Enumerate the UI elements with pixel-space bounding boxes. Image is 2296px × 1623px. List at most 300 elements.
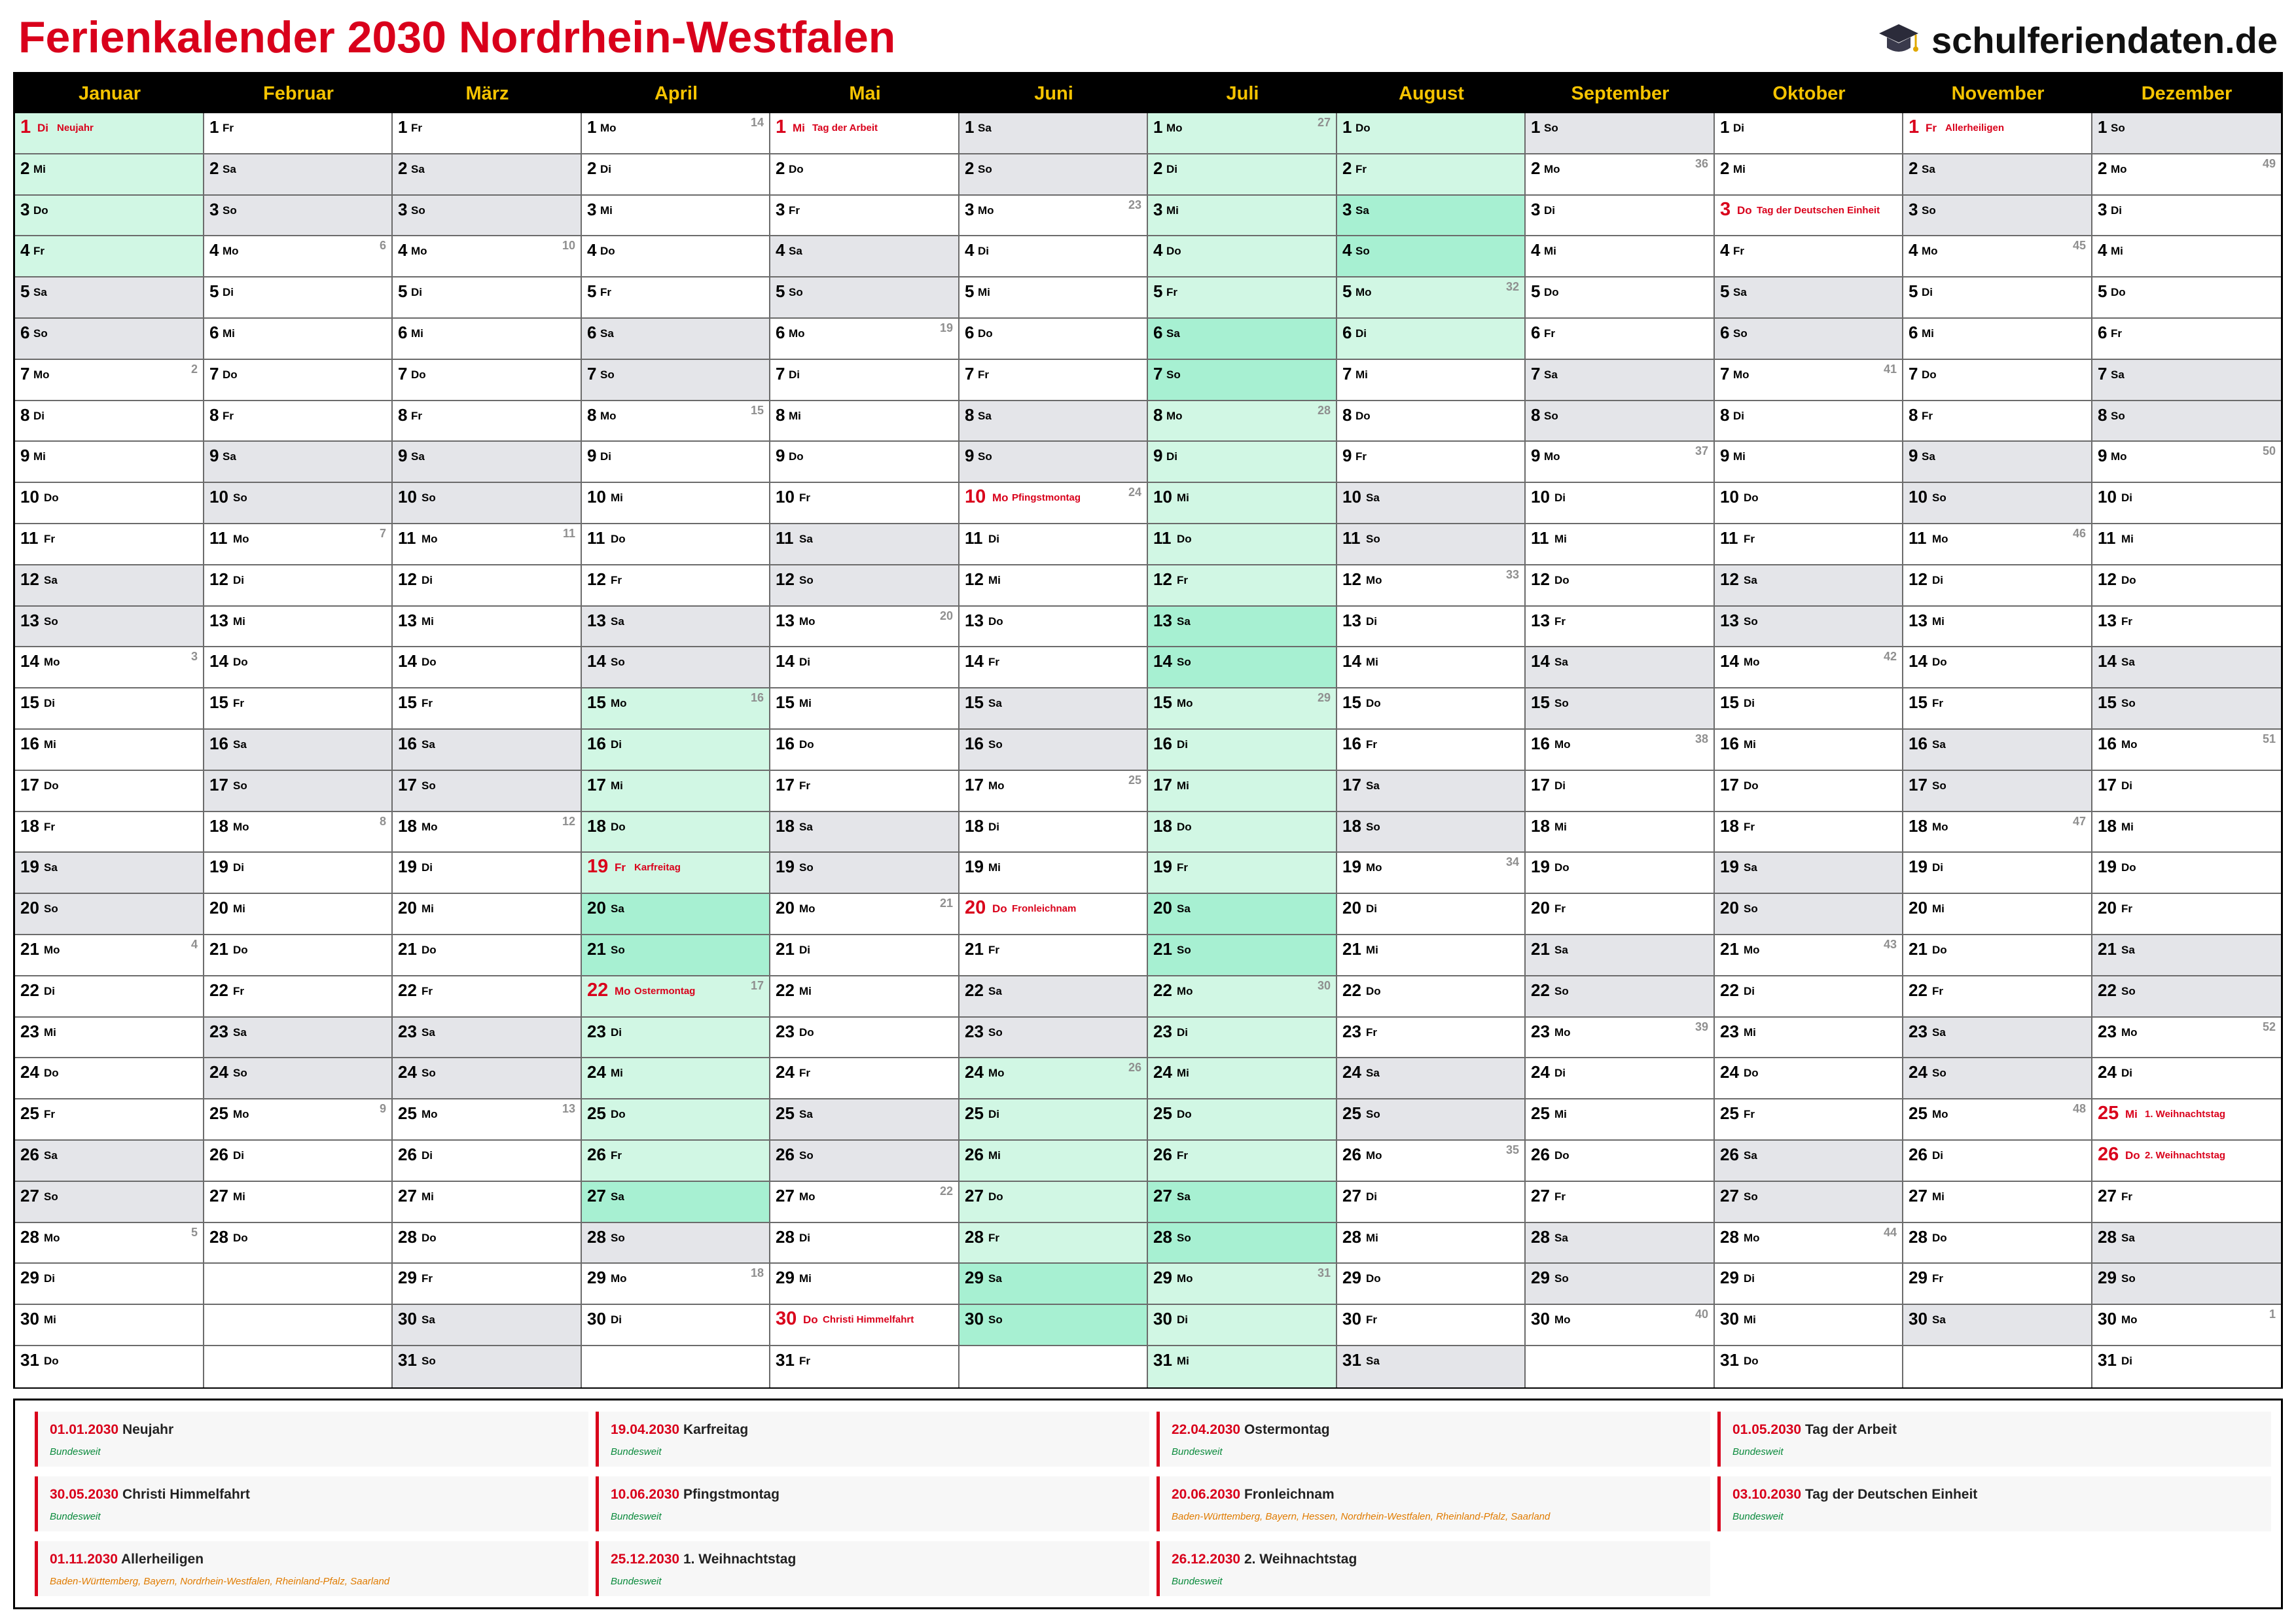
day-cell — [1526, 812, 1715, 853]
weekday-label: Mi — [44, 1313, 56, 1326]
weekday-label: Di — [37, 122, 48, 134]
day-cell — [960, 894, 1148, 935]
weekday-label: Do — [611, 821, 626, 833]
weekday-label: Sa — [1355, 204, 1369, 217]
weekday-label: So — [233, 1067, 247, 1079]
day-number: 25 — [1342, 1103, 1361, 1123]
weekday-label: Fr — [988, 1232, 999, 1244]
weekday-label: Sa — [44, 1149, 58, 1162]
day-number: 18 — [1720, 816, 1739, 836]
day-cell — [2092, 894, 2281, 935]
weekday-label: Di — [2121, 1355, 2132, 1367]
weekday-label: Do — [1366, 697, 1381, 709]
weekday-label: Mi — [223, 327, 235, 340]
weekday-label: So — [1922, 204, 1936, 217]
day-number: 1 — [1153, 117, 1163, 137]
day-number: 22 — [1153, 980, 1172, 1000]
holiday-entry-title — [1732, 1422, 1897, 1438]
day-cell — [1148, 812, 1337, 853]
weekday-label: Di — [233, 861, 244, 874]
day-number: 15 — [776, 692, 795, 712]
weekday-label: Mi — [978, 286, 990, 298]
day-cell — [393, 1223, 582, 1264]
day-number: 14 — [209, 651, 228, 671]
day-number: 28 — [1720, 1227, 1739, 1247]
day-number: 24 — [209, 1062, 228, 1082]
weekday-label: So — [1355, 245, 1370, 257]
day-number: 17 — [587, 775, 606, 794]
day-cell — [770, 483, 960, 524]
weekday-label: Sa — [1932, 1026, 1946, 1039]
weekday-label: So — [611, 944, 625, 956]
day-cell — [1148, 730, 1337, 771]
day-cell — [582, 524, 770, 565]
day-cell — [1337, 524, 1526, 565]
holiday-label: Neujahr — [57, 122, 94, 134]
day-cell — [1337, 154, 1526, 196]
day-cell — [393, 1305, 582, 1346]
weekday-label: Fr — [1932, 697, 1943, 709]
week-number: 21 — [939, 897, 953, 910]
weekday-label: Do — [992, 902, 1007, 915]
weekday-label: Mo — [1355, 286, 1372, 298]
day-number: 13 — [2098, 611, 2117, 630]
weekday-label: Fr — [1554, 1190, 1566, 1203]
day-cell — [1148, 360, 1337, 401]
day-number: 10 — [776, 487, 795, 507]
day-cell — [2092, 442, 2281, 483]
holiday-name: Tag der Deutschen Einheit — [1804, 1487, 1978, 1502]
day-cell — [2092, 1223, 2281, 1264]
holiday-date: 20.06.2030 — [1172, 1487, 1241, 1502]
day-number: 2 — [1342, 158, 1352, 178]
day-number: 4 — [1720, 240, 1730, 260]
day-number: 28 — [1531, 1227, 1550, 1247]
weekday-label: Mi — [1554, 821, 1567, 833]
day-cell — [582, 196, 770, 236]
day-cell — [1526, 730, 1715, 771]
weekday-label: Fr — [611, 574, 622, 586]
weekday-label: Di — [1554, 491, 1566, 504]
day-number: 5 — [2098, 281, 2108, 301]
day-number: 17 — [398, 775, 417, 794]
weekday-label: Mi — [1355, 368, 1368, 381]
weekday-label: Di — [1177, 738, 1188, 751]
weekday-label: Mi — [600, 204, 613, 217]
day-cell — [204, 236, 393, 277]
day-number: 5 — [965, 281, 975, 301]
day-number: 9 — [20, 446, 30, 465]
weekday-label: Mo — [1544, 163, 1560, 175]
day-number: 26 — [1342, 1145, 1361, 1164]
week-number: 40 — [1695, 1308, 1708, 1321]
day-cell — [2092, 401, 2281, 442]
weekday-label: Sa — [978, 410, 992, 422]
day-number: 15 — [398, 692, 417, 712]
day-number: 1 — [209, 117, 219, 137]
day-number: 6 — [965, 323, 975, 342]
day-number: 24 — [1153, 1062, 1172, 1082]
day-cell — [204, 1223, 393, 1264]
day-number: 27 — [2098, 1186, 2117, 1205]
day-number: 22 — [1342, 980, 1361, 1000]
day-number: 18 — [965, 816, 984, 836]
day-number: 25 — [20, 1103, 39, 1123]
day-cell — [1337, 113, 1526, 154]
weekday-label: Fr — [1177, 574, 1188, 586]
weekday-label: Sa — [44, 861, 58, 874]
weekday-label: Sa — [2121, 944, 2135, 956]
weekday-label: Mo — [2111, 450, 2127, 463]
day-number: 30 — [587, 1309, 606, 1329]
month-header: Juli — [1148, 74, 1337, 113]
day-number: 10 — [398, 487, 417, 507]
day-cell — [393, 1141, 582, 1182]
day-cell — [770, 853, 960, 894]
brand-name: schulferiendaten.de — [1931, 19, 2278, 61]
weekday-label: Sa — [44, 574, 58, 586]
day-number: 19 — [1153, 857, 1172, 876]
day-cell — [1526, 154, 1715, 196]
day-cell — [393, 771, 582, 812]
day-number: 3 — [209, 200, 219, 219]
week-number: 19 — [939, 321, 953, 334]
weekday-label: So — [1366, 533, 1380, 545]
day-cell — [1526, 688, 1715, 730]
day-cell — [1526, 647, 1715, 688]
week-number: 6 — [379, 239, 386, 252]
day-cell — [1337, 647, 1526, 688]
weekday-label: So — [978, 163, 992, 175]
day-cell — [1526, 236, 1715, 277]
weekday-label: Di — [799, 944, 810, 956]
day-cell — [582, 771, 770, 812]
day-number: 5 — [1153, 281, 1163, 301]
month-header: Juni — [960, 74, 1148, 113]
day-number: 7 — [1909, 364, 1918, 383]
weekday-label: Do — [1366, 985, 1381, 997]
day-number: 17 — [776, 775, 795, 794]
weekday-label: Sa — [422, 1026, 435, 1039]
week-number: 51 — [2262, 732, 2276, 745]
weekday-label: Fr — [1744, 821, 1755, 833]
day-number: 2 — [776, 158, 785, 178]
day-number: 3 — [20, 200, 30, 219]
day-number: 16 — [776, 734, 795, 753]
weekday-label: Mo — [1544, 450, 1560, 463]
day-number: 3 — [1720, 199, 1731, 220]
day-cell — [393, 1346, 582, 1387]
day-number: 5 — [1342, 281, 1352, 301]
weekday-label: Di — [233, 574, 244, 586]
day-cell — [2092, 319, 2281, 360]
day-number: 25 — [965, 1103, 984, 1123]
day-cell — [1526, 1099, 1715, 1141]
day-cell — [960, 1223, 1148, 1264]
day-number: 19 — [1531, 857, 1550, 876]
day-cell — [204, 894, 393, 935]
weekday-label: Mo — [1932, 533, 1948, 545]
weekday-label: Fr — [233, 985, 244, 997]
week-number: 18 — [750, 1266, 764, 1279]
day-cell — [1526, 442, 1715, 483]
weekday-label: Mo — [988, 779, 1005, 792]
day-cell — [582, 277, 770, 319]
day-number: 8 — [1720, 405, 1730, 425]
weekday-label: Sa — [1744, 861, 1757, 874]
weekday-label: So — [799, 574, 814, 586]
day-number: 28 — [587, 1227, 606, 1247]
day-number: 27 — [20, 1186, 39, 1205]
day-cell — [204, 1182, 393, 1223]
holiday-list-item — [1717, 1476, 2271, 1531]
week-number: 43 — [1883, 938, 1897, 951]
weekday-label: Mi — [33, 450, 46, 463]
weekday-label: Mo — [799, 1190, 816, 1203]
day-number: 5 — [1531, 281, 1541, 301]
day-cell — [1903, 1099, 2092, 1141]
day-number: 30 — [2098, 1309, 2117, 1329]
weekday-label: So — [978, 450, 992, 463]
day-cell — [1715, 565, 1903, 607]
weekday-label: Mi — [799, 1272, 812, 1285]
day-number: 20 — [965, 897, 986, 918]
day-number: 6 — [209, 323, 219, 342]
day-number: 1 — [965, 117, 975, 137]
weekday-label: Mo — [223, 245, 239, 257]
weekday-label: Di — [411, 286, 422, 298]
day-number: 12 — [1909, 569, 1928, 589]
day-number: 22 — [1531, 980, 1550, 1000]
day-number: 21 — [1342, 939, 1361, 959]
day-number: 16 — [1909, 734, 1928, 753]
weekday-label: Mi — [411, 327, 423, 340]
day-number: 27 — [587, 1186, 606, 1205]
weekday-label: Sa — [422, 1313, 435, 1326]
day-number: 15 — [1909, 692, 1928, 712]
day-number: 29 — [1342, 1268, 1361, 1287]
weekday-label: Di — [1733, 122, 1744, 134]
weekday-label: Mo — [615, 985, 631, 997]
day-cell — [1337, 483, 1526, 524]
weekday-label: Mo — [988, 1067, 1005, 1079]
day-number: 23 — [1909, 1022, 1928, 1041]
day-number: 18 — [1342, 816, 1361, 836]
weekday-label: Mi — [2121, 821, 2134, 833]
day-number: 3 — [965, 200, 975, 219]
day-number: 3 — [1342, 200, 1352, 219]
day-cell — [960, 360, 1148, 401]
day-cell — [960, 1018, 1148, 1058]
day-cell — [960, 812, 1148, 853]
weekday-label: Do — [2121, 861, 2136, 874]
holiday-scope: Bundesweit — [50, 1511, 101, 1522]
holiday-date: 01.01.2030 — [50, 1422, 119, 1437]
day-cell — [960, 853, 1148, 894]
day-number: 8 — [965, 405, 975, 425]
weekday-label: Mi — [799, 697, 812, 709]
weekday-label: Do — [1366, 1272, 1381, 1285]
weekday-label: Mo — [1744, 1232, 1760, 1244]
day-cell — [1903, 647, 2092, 688]
week-number: 48 — [2072, 1102, 2086, 1115]
weekday-label: Fr — [44, 533, 55, 545]
day-cell — [1715, 196, 1903, 236]
day-number: 6 — [20, 323, 30, 342]
day-cell — [393, 483, 582, 524]
weekday-label: Mi — [422, 902, 434, 915]
weekday-label: Do — [44, 1355, 59, 1367]
day-cell — [1715, 277, 1903, 319]
weekday-label: So — [1932, 779, 1946, 792]
day-number: 1 — [776, 116, 787, 137]
day-cell — [582, 894, 770, 935]
day-cell — [2092, 360, 2281, 401]
weekday-label: Mo — [799, 902, 816, 915]
day-number: 27 — [1720, 1186, 1739, 1205]
day-number: 5 — [20, 281, 30, 301]
day-number: 8 — [1909, 405, 1918, 425]
weekday-label: Mo — [411, 245, 427, 257]
weekday-label: Mi — [422, 615, 434, 628]
weekday-label: So — [223, 204, 237, 217]
day-cell — [15, 853, 204, 894]
month-header: Mai — [770, 74, 960, 113]
holiday-list-item — [1157, 1412, 1710, 1467]
day-cell — [1903, 935, 2092, 976]
day-number: 11 — [587, 528, 605, 548]
day-cell — [1148, 935, 1337, 976]
day-number: 27 — [1342, 1186, 1361, 1205]
day-cell — [2092, 771, 2281, 812]
weekday-label: Sa — [2121, 656, 2135, 668]
weekday-label: So — [799, 861, 814, 874]
day-number: 18 — [398, 816, 417, 836]
day-cell — [204, 730, 393, 771]
holiday-date: 22.04.2030 — [1172, 1422, 1241, 1437]
weekday-label: Fr — [1366, 1313, 1377, 1326]
weekday-label: Fr — [422, 985, 433, 997]
weekday-label: Do — [1355, 410, 1371, 422]
day-number: 12 — [965, 569, 984, 589]
week-number: 23 — [1128, 198, 1141, 211]
weekday-label: Do — [2111, 286, 2126, 298]
weekday-label: Mi — [1744, 1026, 1756, 1039]
day-cell — [1903, 894, 2092, 935]
day-cell — [1715, 524, 1903, 565]
day-number: 16 — [965, 734, 984, 753]
day-number: 10 — [1531, 487, 1550, 507]
weekday-label: Mo — [44, 944, 60, 956]
weekday-label: Sa — [233, 738, 247, 751]
day-cell — [1526, 565, 1715, 607]
month-header: Februar — [204, 74, 393, 113]
day-cell — [15, 1141, 204, 1182]
day-cell — [1526, 1058, 1715, 1099]
day-number: 24 — [1909, 1062, 1928, 1082]
weekday-label: Sa — [411, 163, 425, 175]
day-number: 31 — [1153, 1350, 1172, 1370]
day-cell — [393, 236, 582, 277]
weekday-label: Do — [978, 327, 993, 340]
day-cell — [2092, 154, 2281, 196]
day-number: 14 — [965, 651, 984, 671]
day-number: 28 — [1909, 1227, 1928, 1247]
weekday-label: Mi — [1177, 1355, 1189, 1367]
weekday-label: Sa — [1733, 286, 1747, 298]
weekday-label: Mo — [422, 821, 438, 833]
week-number: 38 — [1695, 732, 1708, 745]
day-number: 3 — [2098, 200, 2108, 219]
weekday-label: Sa — [33, 286, 47, 298]
day-cell — [1903, 360, 2092, 401]
day-number: 15 — [2098, 692, 2117, 712]
holiday-date: 26.12.2030 — [1172, 1552, 1241, 1567]
day-number: 6 — [398, 323, 408, 342]
weekday-label: Do — [1744, 779, 1759, 792]
weekday-label: Di — [611, 738, 622, 751]
holiday-entry-title — [50, 1487, 250, 1503]
weekday-label: Mo — [1366, 1149, 1382, 1162]
day-cell — [960, 688, 1148, 730]
day-cell — [770, 1305, 960, 1346]
weekday-label: Di — [1166, 450, 1177, 463]
day-cell — [960, 607, 1148, 647]
week-number: 3 — [190, 650, 198, 663]
day-cell — [393, 688, 582, 730]
day-cell — [2092, 853, 2281, 894]
day-number: 22 — [965, 980, 984, 1000]
empty-day-cell — [204, 1305, 393, 1346]
weekday-label: Sa — [1922, 450, 1935, 463]
day-cell — [1148, 1099, 1337, 1141]
day-cell — [770, 1058, 960, 1099]
weekday-label: So — [411, 204, 425, 217]
day-cell — [1903, 1305, 2092, 1346]
day-cell — [960, 236, 1148, 277]
day-cell — [1903, 319, 2092, 360]
holiday-name: Christi Himmelfahrt — [122, 1487, 250, 1502]
weekday-label: Mo — [422, 533, 438, 545]
weekday-label: Fr — [988, 944, 999, 956]
day-cell — [582, 1182, 770, 1223]
day-cell — [1337, 935, 1526, 976]
day-number: 8 — [587, 405, 597, 425]
weekday-label: Sa — [233, 1026, 247, 1039]
day-cell — [1526, 853, 1715, 894]
weekday-label: So — [422, 779, 436, 792]
day-cell — [1337, 1182, 1526, 1223]
day-cell — [960, 647, 1148, 688]
weekday-label: Fr — [233, 697, 244, 709]
weekday-label: Sa — [1366, 491, 1380, 504]
day-cell — [1715, 1305, 1903, 1346]
day-number: 28 — [398, 1227, 417, 1247]
weekday-label: Mo — [611, 697, 627, 709]
brand-logo[interactable] — [1878, 17, 2278, 63]
weekday-label: Di — [1554, 779, 1566, 792]
weekday-label: Di — [1166, 163, 1177, 175]
weekday-label: Di — [1733, 410, 1744, 422]
weekday-label: Mo — [2121, 738, 2138, 751]
day-number: 26 — [398, 1145, 417, 1164]
weekday-label: Di — [1177, 1313, 1188, 1326]
day-cell — [582, 1099, 770, 1141]
weekday-label: Mo — [44, 1232, 60, 1244]
day-cell — [1337, 771, 1526, 812]
day-number: 19 — [209, 857, 228, 876]
day-number: 7 — [587, 364, 597, 383]
